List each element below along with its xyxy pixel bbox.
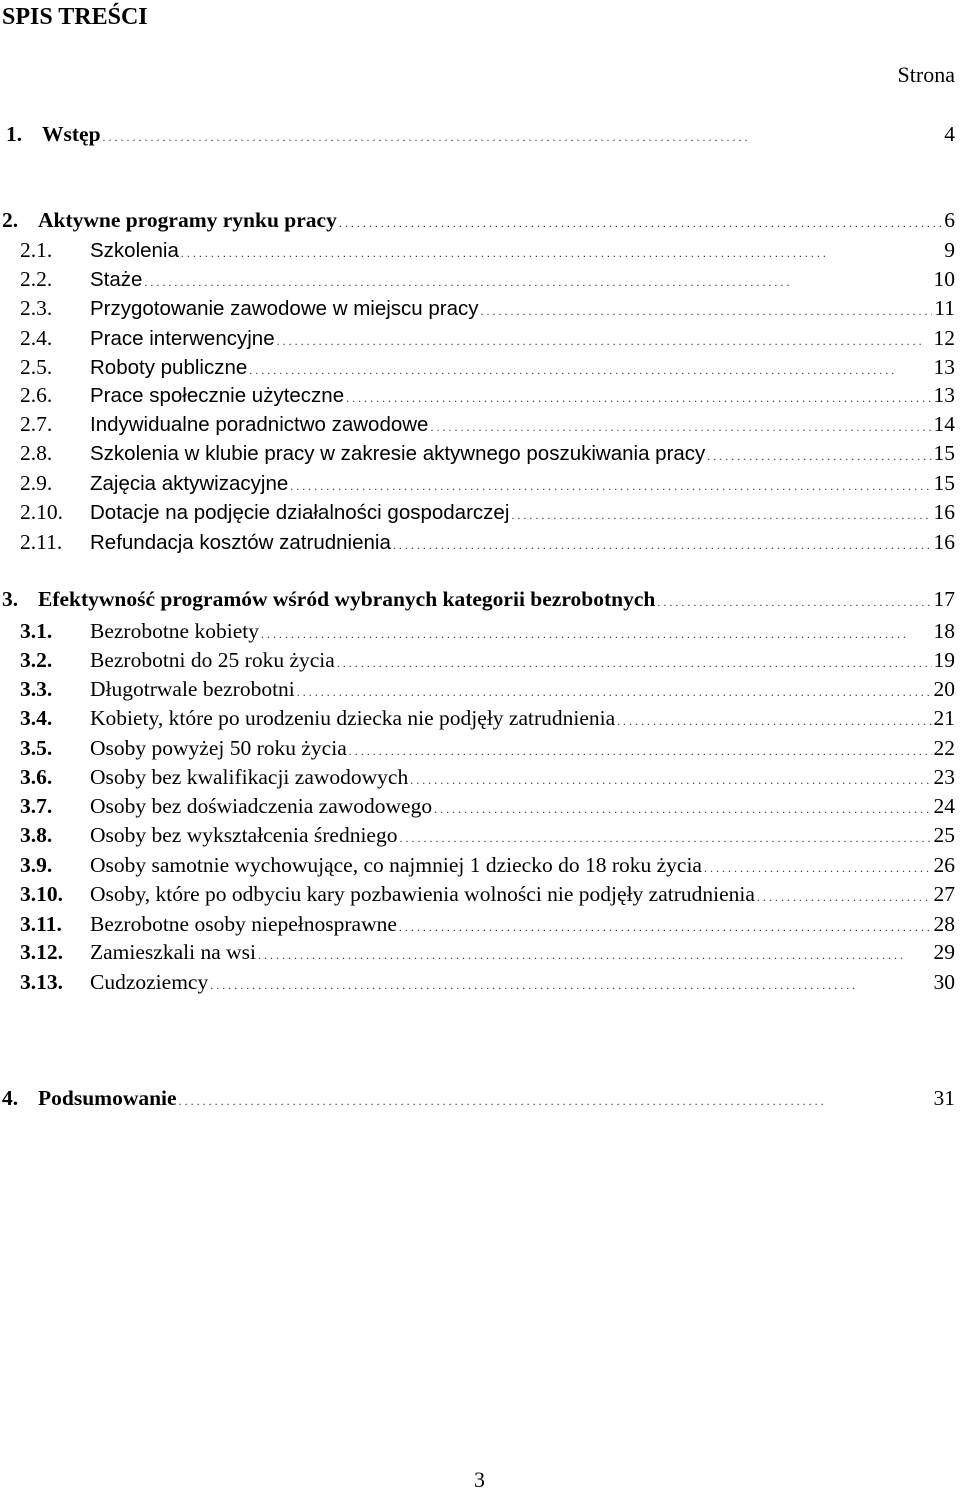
toc-entry-number: 2.10.	[20, 500, 63, 524]
toc-entry-page: 23	[933, 765, 955, 789]
toc-entry-title: Refundacja kosztów zatrudnienia	[90, 531, 391, 554]
toc-dot-leader	[657, 584, 931, 617]
toc-entry[interactable]	[0, 293, 960, 323]
toc-entry-title: Aktywne programy rynku pracy	[38, 208, 337, 232]
toc-entry-title: Kobiety, które po urodzeniu dziecka nie podjęły zatrudnienia	[90, 706, 616, 730]
toc-entry-page: 9	[944, 238, 955, 262]
toc-entry-page: 29	[933, 940, 955, 964]
toc-dot-leader	[481, 293, 933, 326]
page-column-header: Strona	[897, 62, 955, 87]
toc-entry[interactable]	[0, 820, 960, 850]
toc-entry-title: Osoby bez wykształcenia średniego	[90, 823, 398, 847]
toc-entry-page: 27	[933, 882, 955, 906]
page-number: 3	[474, 1467, 485, 1492]
toc-entry-page: 16	[933, 500, 955, 524]
toc-entry-title: Bezrobotni do 25 roku życia	[90, 648, 335, 672]
toc-entry[interactable]	[0, 264, 960, 294]
toc-entry[interactable]	[0, 438, 960, 468]
toc-dot-leader	[339, 205, 942, 238]
toc-entry-number: 3.6.	[20, 765, 53, 789]
toc-entry[interactable]	[0, 1083, 960, 1113]
toc-entry-title: Osoby, które po odbyciu kary pozbawienia wolności nie podjęły zatrudnienia	[90, 882, 755, 906]
toc-entry[interactable]	[0, 733, 960, 763]
toc-entry-page: 4	[944, 122, 955, 146]
toc-entry[interactable]	[0, 323, 960, 353]
toc-entry-title: Bezrobotne osoby niepełnosprawne	[90, 912, 397, 936]
toc-entry-page: 15	[933, 441, 955, 465]
toc-entry[interactable]	[0, 850, 960, 880]
toc-entry-number: 2.1.	[20, 238, 53, 262]
toc-entry-page: 26	[933, 853, 955, 877]
toc-entry-number: 3.13.	[20, 970, 63, 994]
toc-entry[interactable]	[0, 879, 960, 909]
toc-entry-page: 28	[933, 912, 955, 936]
toc-entry-number: 2.9.	[20, 471, 53, 495]
toc-entry-page: 14	[933, 412, 955, 436]
toc-entry-title: Wstęp	[42, 122, 101, 146]
toc-entry-number: 3.11.	[20, 912, 62, 936]
toc-entry-number: 2.	[2, 208, 19, 232]
toc-entry-page: 21	[933, 706, 955, 730]
toc-entry-number: 3.4.	[20, 706, 53, 730]
toc-entry-title: Szkolenia	[90, 239, 179, 262]
toc-entry-title: Osoby powyżej 50 roku życia	[90, 736, 347, 760]
toc-entry-number: 3.9.	[20, 853, 53, 877]
toc-entry-title: Efektywność programów wśród wybranych kategorii bezrobotnych	[38, 587, 656, 611]
toc-entry-title: Cudzoziemcy	[90, 970, 209, 994]
toc-entry-number: 2.2.	[20, 267, 53, 291]
toc-dot-leader	[179, 1083, 932, 1116]
toc-entry-title: Szkolenia w klubie pracy w zakresie aktywnego poszukiwania pracy	[90, 442, 706, 465]
toc-entry-number: 3.12.	[20, 940, 63, 964]
toc-entry-title: Staże	[90, 268, 143, 291]
toc-dot-leader	[210, 967, 931, 1000]
toc-entry-page: 22	[933, 736, 955, 760]
toc-entry-number: 2.8.	[20, 441, 53, 465]
toc-entry-number: 3.2.	[20, 648, 53, 672]
toc-entry[interactable]	[0, 205, 960, 235]
toc-entry-title: Dotacje na podjęcie działalności gospodarczej	[90, 501, 510, 524]
toc-entry-page: 13	[933, 383, 955, 407]
toc-entry-title: Zajęcia aktywizacyjne	[90, 472, 289, 495]
page-title: SPIS TREŚCI	[2, 4, 148, 30]
toc-entry-title: Podsumowanie	[38, 1086, 177, 1110]
toc-entry[interactable]	[0, 703, 960, 733]
toc-entry-number: 3.5.	[20, 736, 53, 760]
toc-entry-number: 3.10.	[20, 882, 63, 906]
toc-entry[interactable]	[0, 584, 960, 614]
toc-entry-page: 15	[933, 471, 955, 495]
toc-dot-leader	[617, 703, 931, 736]
toc-entry-number: 2.5.	[20, 355, 53, 379]
toc-entry[interactable]	[0, 527, 960, 557]
toc-entry[interactable]	[0, 616, 960, 646]
toc-entry-title: Osoby bez doświadczenia zawodowego	[90, 794, 433, 818]
toc-entry-title: Zamieszkali na wsi	[90, 940, 256, 964]
toc-entry-number: 4.	[2, 1086, 19, 1110]
toc-entry-number: 3.1.	[20, 619, 53, 643]
toc-entry-page: 17	[933, 587, 955, 611]
toc-entry-page: 13	[933, 355, 955, 379]
toc-entry-number: 3.3.	[20, 677, 53, 701]
toc-entry-number: 2.11.	[20, 530, 63, 554]
toc-entry-title: Osoby samotnie wychowujące, co najmniej 1 dziecko do 18 roku życia	[90, 853, 702, 877]
toc-entry-title: Prace społecznie użyteczne	[90, 384, 345, 407]
toc-entry[interactable]	[0, 409, 960, 439]
toc-entry-number: 3.7.	[20, 794, 53, 818]
toc-entry-number: 1.	[6, 122, 23, 146]
toc-dot-leader	[707, 438, 931, 471]
toc-entry-page: 18	[933, 619, 955, 643]
toc-entry[interactable]	[0, 468, 960, 498]
toc-entry-page: 16	[933, 530, 955, 554]
toc-dot-leader	[258, 937, 932, 970]
toc-entry-title: Indywidualne poradnictwo zawodowe	[90, 413, 429, 436]
toc-entry[interactable]	[0, 909, 960, 939]
toc-entry-page: 24	[933, 794, 955, 818]
toc-entry-page: 11	[934, 296, 955, 320]
toc-entry[interactable]	[0, 119, 960, 149]
toc-dot-leader	[757, 879, 932, 912]
toc-entry[interactable]	[0, 967, 960, 997]
toc-entry-number: 2.3.	[20, 296, 53, 320]
toc-dot-leader	[393, 527, 932, 560]
toc-entry[interactable]	[0, 762, 960, 792]
toc-entry[interactable]	[0, 380, 960, 410]
toc-entry[interactable]	[0, 352, 960, 382]
toc-entry-number: 3.8.	[20, 823, 53, 847]
toc-entry-page: 6	[944, 208, 955, 232]
toc-entry-page: 20	[933, 677, 955, 701]
toc-entry-title: Przygotowanie zawodowe w miejscu pracy	[90, 297, 479, 320]
toc-entry-number: 3.	[2, 587, 19, 611]
toc-entry[interactable]	[0, 235, 960, 265]
toc-entry-number: 2.4.	[20, 326, 53, 350]
toc-entry[interactable]	[0, 497, 960, 527]
toc-entry[interactable]	[0, 937, 960, 967]
toc-entry-number: 2.7.	[20, 412, 53, 436]
toc-entry-title: Bezrobotne kobiety	[90, 619, 259, 643]
toc-entry-page: 25	[933, 823, 955, 847]
toc-entry-number: 2.6.	[20, 383, 53, 407]
toc-entry[interactable]	[0, 645, 960, 675]
toc-entry[interactable]	[0, 791, 960, 821]
toc-entry-title: Prace interwencyjne	[90, 327, 275, 350]
toc-entry-title: Roboty publiczne	[90, 356, 248, 379]
toc-entry-page: 30	[933, 970, 955, 994]
toc-entry-title: Długotrwale bezrobotni	[90, 677, 295, 701]
toc-dot-leader	[399, 820, 931, 853]
toc-entry-page: 19	[933, 648, 955, 672]
toc-entry-page: 31	[933, 1086, 955, 1110]
toc-entry-title: Osoby bez kwalifikacji zawodowych	[90, 765, 409, 789]
toc-dot-leader	[511, 497, 931, 530]
toc-entry-page: 12	[933, 326, 955, 350]
toc-entry-page: 10	[933, 267, 955, 291]
toc-entry[interactable]	[0, 674, 960, 704]
toc-dot-leader	[103, 119, 943, 152]
